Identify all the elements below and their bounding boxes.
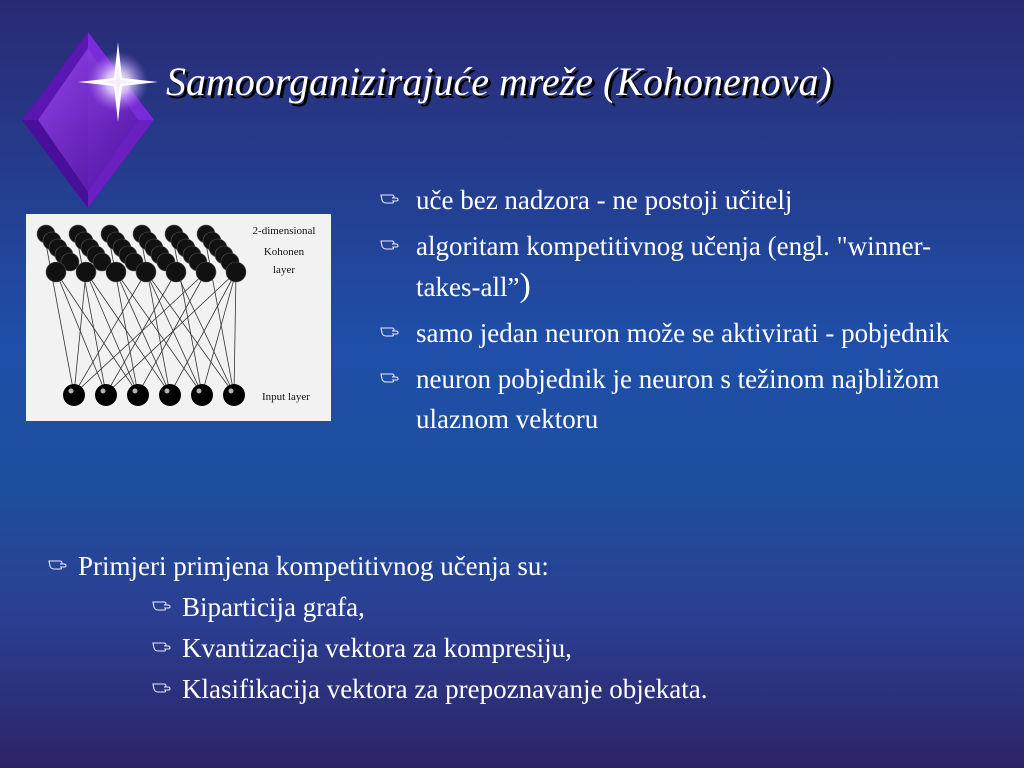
bullet-item [380, 180, 990, 220]
bullet-text: uče bez nadzora - ne postoji učitelj [416, 185, 793, 215]
kohonen-layer-neurons [37, 225, 246, 282]
main-bullet-list [380, 180, 990, 445]
kohonen-network-diagram [26, 214, 331, 421]
input-layer-neurons [63, 384, 245, 406]
purple-diamond-star-icon [18, 30, 168, 210]
pointing-hand-icon [380, 190, 400, 206]
bullet-item [380, 359, 990, 439]
example-item [152, 587, 988, 628]
page-title: Samoorganizirajuće mreže (Kohonenova) [166, 59, 832, 104]
example-item [152, 669, 988, 710]
bullet-item [380, 313, 990, 353]
example-item [152, 628, 988, 669]
pointing-hand-icon [152, 679, 172, 695]
pointing-hand-icon [380, 236, 400, 252]
example-text: Klasifikacija vektora za prepoznavanje objekata. [182, 674, 708, 704]
examples-sublist-container [48, 587, 988, 710]
kohonen-layer-label-2: Kohonen [263, 246, 305, 258]
kohonen-layer-label-3: layer [273, 264, 295, 276]
examples-list [48, 546, 988, 710]
bullet-text: algoritam kompetitivnog učenja (engl. "winner-takes-all” [416, 231, 932, 302]
pointing-hand-icon [380, 323, 400, 339]
example-text: Kvantizacija vektora za kompresiju, [182, 633, 572, 663]
pointing-hand-icon [380, 369, 400, 385]
kohonen-network-figure [26, 214, 331, 421]
bullet-text: neuron pobjednik je neuron s težinom najbližom ulaznom vektoru [416, 364, 940, 434]
input-layer-label: Input layer [262, 391, 310, 403]
bullet-paren: ) [519, 267, 531, 304]
pointing-hand-icon [152, 597, 172, 613]
pointing-hand-icon [152, 638, 172, 654]
examples-intro-text: Primjeri primjena kompetitivnog učenja su: [78, 551, 549, 581]
examples-intro-item [48, 546, 988, 587]
pointing-hand-icon [48, 556, 68, 572]
example-text: Biparticija grafa, [182, 592, 365, 622]
examples-sublist [48, 587, 988, 710]
bullet-item [380, 226, 990, 307]
kohonen-layer-label-1: 2-dimensional [252, 225, 316, 237]
bullet-text: samo jedan neuron može se aktivirati - pobjednik [416, 318, 950, 348]
